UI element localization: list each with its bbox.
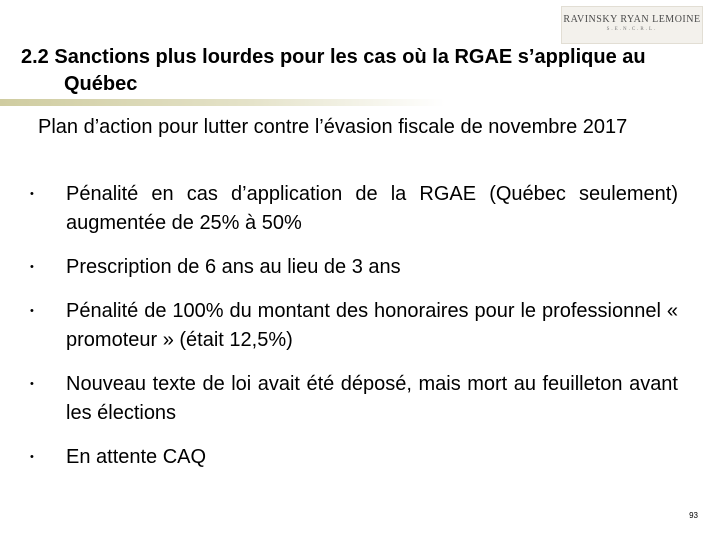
- bullet-item: [30, 297, 678, 355]
- bullet-dot-icon: •: [30, 305, 34, 317]
- bullet-text: Pénalité de 100% du montant des honoraires pour le professionnel « promoteur » (était 12,5%): [66, 300, 678, 351]
- logo-subtext: S.E.N.C.R.L.: [606, 27, 658, 32]
- intro-text: Plan d’action pour lutter contre l’évasion fiscale de novembre 2017: [38, 116, 628, 138]
- bullet-dot-icon: •: [30, 261, 34, 273]
- logo-text: RAVINSKY RYAN LEMOINE: [563, 14, 701, 25]
- bullet-list: [30, 180, 678, 472]
- bullet-item: [30, 253, 678, 282]
- bullet-dot-icon: •: [30, 378, 34, 390]
- bullet-text: Pénalité en cas d’application de la RGAE (Québec seulement) augmentée de 25% à 50%: [66, 183, 678, 234]
- bullet-text: Nouveau texte de loi avait été déposé, mais mort au feuilleton avant les élections: [66, 373, 678, 424]
- slide-title: 2.2 Sanctions plus lourdes pour les cas où la RGAE s’applique au Québec: [21, 46, 646, 95]
- title-underline-bar: [0, 99, 445, 106]
- bullet-item: [30, 370, 678, 428]
- firm-logo: [561, 6, 703, 44]
- bullet-item: [30, 180, 678, 238]
- bullet-dot-icon: •: [30, 451, 34, 463]
- bullet-text: Prescription de 6 ans au lieu de 3 ans: [66, 256, 401, 278]
- page-number: 93: [689, 511, 698, 520]
- bullet-item: [30, 443, 678, 472]
- bullet-dot-icon: •: [30, 188, 34, 200]
- bullet-text: En attente CAQ: [66, 446, 207, 468]
